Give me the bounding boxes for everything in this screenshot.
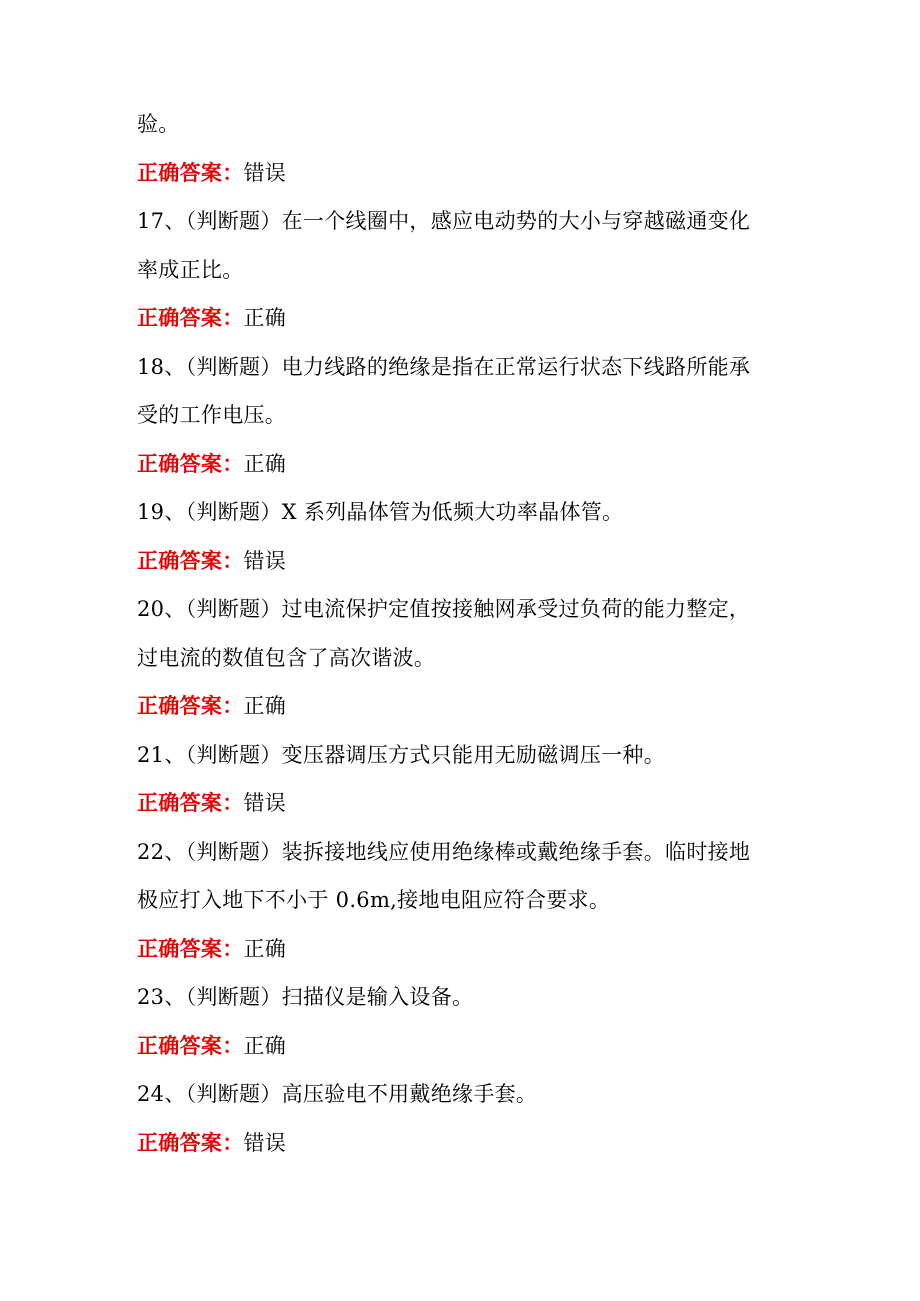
answer-label: 正确答案： xyxy=(137,1130,244,1155)
answer-value: 错误 xyxy=(243,791,287,815)
answer-label: 正确答案： xyxy=(137,791,244,815)
answer-value: 正确 xyxy=(243,1033,287,1058)
question-17: 17、（判断题）在一个线圈中，感应电动势的大小与穿越磁通变化 xyxy=(137,209,751,233)
text-line: 验。 xyxy=(137,112,180,136)
answer-value: 正确 xyxy=(243,936,287,961)
answer-label: 正确答案： xyxy=(137,694,244,718)
answer-line xyxy=(137,294,787,343)
question-24: 24、（判断题）高压验电不用戴绝缘手套。 xyxy=(137,1082,538,1106)
question-18: 18、（判断题）电力线路的绝缘是指在正常运行状态下线路所能承 xyxy=(137,354,751,379)
question-23: 23、（判断题）扫描仪是输入设备。 xyxy=(137,985,474,1009)
answer-value: 错误 xyxy=(243,1130,287,1155)
answer-label: 正确答案： xyxy=(137,160,244,185)
question-19: 19、（判断题）X 系列晶体管为低频大功率晶体管。 xyxy=(137,500,624,524)
question-21: 21、（判断题）变压器调压方式只能用无励磁调压一种。 xyxy=(137,742,666,767)
answer-label: 正确答案： xyxy=(137,1033,244,1058)
answer-line xyxy=(137,1119,787,1168)
answer-value: 错误 xyxy=(243,160,287,185)
answer-label: 正确答案： xyxy=(137,306,244,330)
answer-value: 正确 xyxy=(243,306,287,330)
answer-line xyxy=(137,925,787,974)
answer-line xyxy=(137,537,787,586)
answer-label: 正确答案： xyxy=(137,548,244,573)
answer-value: 正确 xyxy=(243,694,287,718)
question-22: 22、（判断题）装拆接地线应使用绝缘棒或戴绝缘手套。临时接地 xyxy=(137,839,751,864)
answer-value: 正确 xyxy=(243,451,287,476)
answer-line xyxy=(137,779,787,828)
answer-line xyxy=(137,682,787,731)
text-line: 受的工作电压。 xyxy=(137,403,287,427)
answer-label: 正确答案： xyxy=(137,451,244,476)
answer-line xyxy=(137,440,787,489)
question-list xyxy=(137,100,787,1167)
answer-line xyxy=(137,1022,787,1071)
question-20: 20、（判断题）过电流保护定值按接触网承受过负荷的能力整定， xyxy=(137,597,751,621)
answer-line xyxy=(137,149,787,198)
text-line: 过电流的数值包含了高次谐波。 xyxy=(137,645,436,670)
answer-value: 错误 xyxy=(243,548,287,573)
text-line: 极应打入地下不小于 0.6m,接地电阻应符合要求。 xyxy=(137,888,611,912)
text-line: 率成正比。 xyxy=(137,257,244,282)
answer-label: 正确答案： xyxy=(137,936,244,961)
